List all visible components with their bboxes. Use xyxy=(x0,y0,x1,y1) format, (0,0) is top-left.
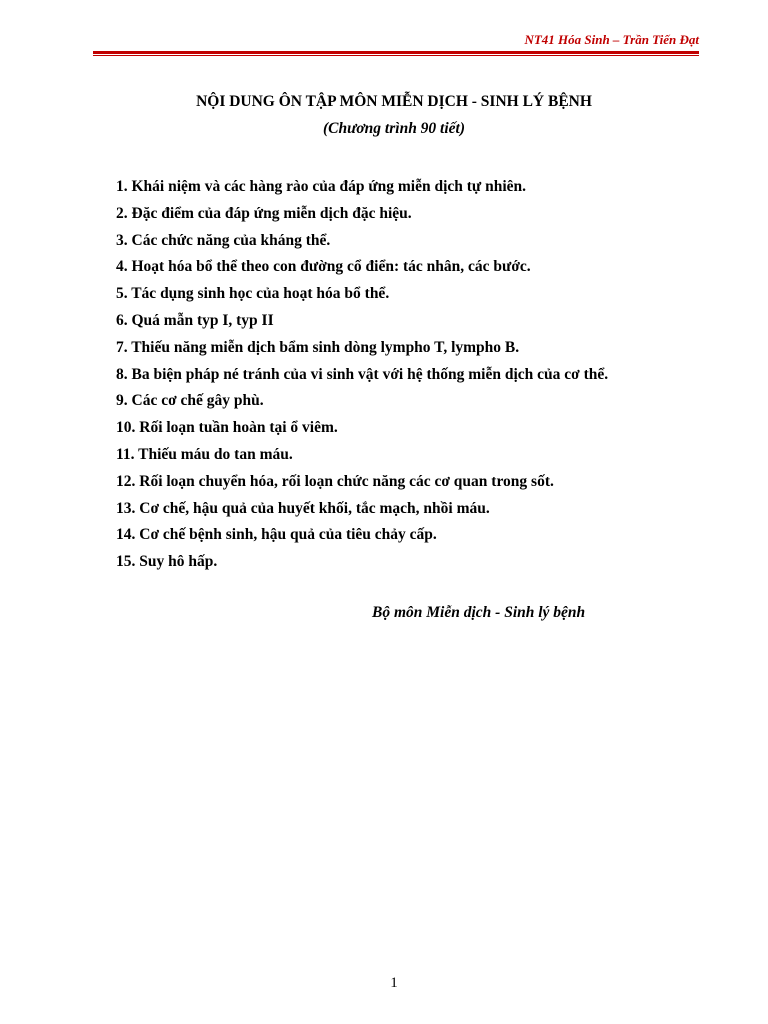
topic-item: 12. Rối loạn chuyển hóa, rối loạn chức năng các cơ quan trong sốt. xyxy=(116,472,554,490)
department-signature: Bộ môn Miễn dịch - Sinh lý bệnh xyxy=(372,604,586,621)
topic-item: 6. Quá mẫn typ I, typ II xyxy=(116,311,274,329)
topic-item: 7. Thiếu năng miễn dịch bẩm sinh dòng lympho T, lympho B. xyxy=(116,338,520,356)
page-number: 1 xyxy=(390,975,398,991)
running-header: NT41 Hóa Sinh – Trần Tiến Đạt xyxy=(524,32,699,47)
topic-item: 13. Cơ chế, hậu quả của huyết khối, tắc mạch, nhồi máu. xyxy=(116,499,490,517)
topic-item: 4. Hoạt hóa bổ thể theo con đường cổ điển: tác nhân, các bước. xyxy=(116,258,531,276)
topic-item: 15. Suy hô hấp. xyxy=(116,553,218,571)
topic-item: 2. Đặc điểm của đáp ứng miễn dịch đặc hiệu. xyxy=(116,204,412,222)
topic-item: 8. Ba biện pháp né tránh của vi sinh vật với hệ thống miễn dịch của cơ thể. xyxy=(116,365,609,383)
topic-item: 14. Cơ chế bệnh sinh, hậu quả của tiêu chảy cấp. xyxy=(116,526,437,544)
topic-item: 5. Tác dụng sinh học của hoạt hóa bổ thể. xyxy=(116,285,390,303)
document-title: NỘI DUNG ÔN TẬP MÔN MIỄN DỊCH - SINH LÝ BỆNH xyxy=(196,93,592,110)
topic-item: 10. Rối loạn tuần hoàn tại ổ viêm. xyxy=(116,419,338,437)
topic-list xyxy=(116,174,608,576)
header-divider xyxy=(93,51,699,56)
topic-item: 3. Các chức năng của kháng thể. xyxy=(116,231,331,249)
document-subtitle: (Chương trình 90 tiết) xyxy=(322,120,466,137)
topic-item: 9. Các cơ chế gây phù. xyxy=(116,392,264,410)
topic-item: 11. Thiếu máu do tan máu. xyxy=(116,445,293,463)
topic-item: 1. Khái niệm và các hàng rào của đáp ứng miễn dịch tự nhiên. xyxy=(116,178,527,195)
